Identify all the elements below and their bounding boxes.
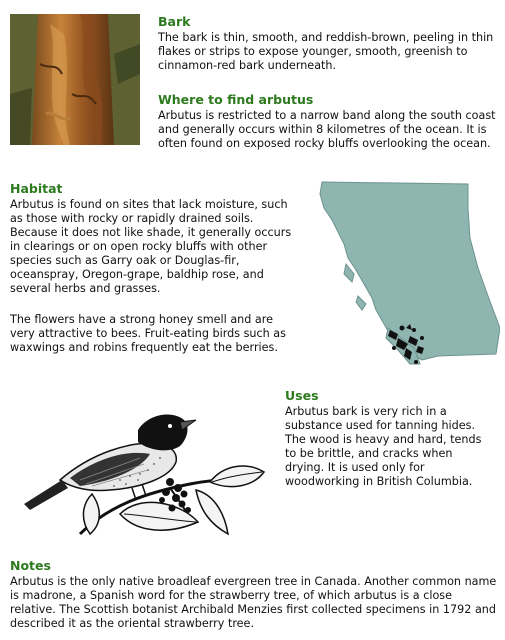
where-text: Arbutus is restricted to a narrow band along the south coast and generally occurs within 8 kilometres of the ocean. It is often found on exposed rocky bluffs overlooking the ocean. [158, 109, 496, 150]
bark-photo [10, 14, 140, 145]
waxwing-on-arbutus-branch [20, 384, 270, 554]
where-heading: Where to find arbutus [158, 92, 314, 107]
uses-heading: Uses [285, 388, 319, 403]
bark-text: The bark is thin, smooth, and reddish-brown, peeling in thin flakes or strips to expose younger, smooth, greenish to cinnamon-red bark underneath. [158, 31, 494, 72]
habitat-text-1: Arbutus is found on sites that lack moisture, such as those with rocky or rapidly drained soils. Because it does not like shade, it generally occurs in clearings or on open rocky bluffs with other species such as Garry oak or Douglas-fir, oceanspray, Oregon-grape, baldhip rose, and several herbs and grasses. [10, 198, 292, 295]
british-columbia-map [318, 178, 500, 368]
notes-heading: Notes [10, 558, 51, 573]
uses-text: Arbutus bark is very rich in a substance used for tanning hides. The wood is heavy and hard, tends to be brittle, and cracks when drying. It is used only for woodworking in British Columbia. [285, 405, 482, 488]
bark-heading: Bark [158, 14, 191, 29]
habitat-heading: Habitat [10, 181, 63, 196]
habitat-text-2: The flowers have a strong honey smell and are very attractive to bees. Fruit-eating birds such as waxwings and robins frequently eat the berries. [10, 313, 286, 354]
notes-text: Arbutus is the only native broadleaf evergreen tree in Canada. Another common name is madrone, a Spanish word for the strawberry tree, of which arbutus is a close relative. The Scottish botanist Archibald Menzies first collected specimens in 1792 and described it as the oriental strawberry tree. [10, 575, 497, 630]
